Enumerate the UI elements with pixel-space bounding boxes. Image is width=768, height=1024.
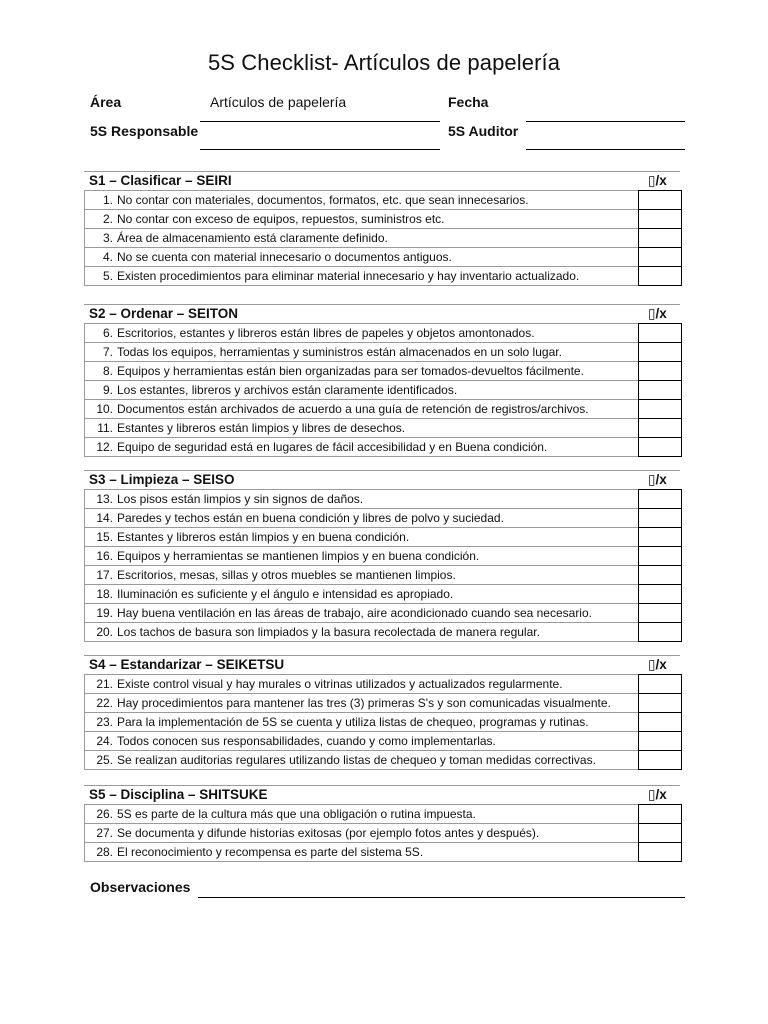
check-box[interactable] <box>638 209 682 229</box>
checklist-row <box>85 804 680 824</box>
area-value[interactable]: Artículos de papelería <box>210 94 347 110</box>
area-underline <box>200 121 440 122</box>
check-box[interactable] <box>638 804 682 824</box>
section-header <box>84 655 680 674</box>
item-number: 15. <box>96 530 113 544</box>
item-number: 4. <box>102 250 113 264</box>
section-header <box>84 171 680 190</box>
item-description: Se documenta y difunde historias exitosas (por ejemplo fotos antes y después). <box>117 826 540 840</box>
item-description: Escritorios, estantes y libreros están libres de papeles y objetos amontonados. <box>117 326 535 340</box>
check-mark-header <box>648 306 667 322</box>
checklist-item-text <box>85 381 639 399</box>
check-mark-label: /x <box>655 306 667 321</box>
check-box[interactable] <box>638 565 682 585</box>
responsable-label: 5S Responsable <box>90 123 199 139</box>
item-number: 12. <box>96 440 113 454</box>
checklist-row <box>85 419 680 438</box>
checklist-row <box>85 343 680 362</box>
item-number: 11. <box>97 421 113 435</box>
check-mark-label: /x <box>655 657 667 672</box>
checklist-row <box>85 751 680 770</box>
item-number: 27. <box>96 826 113 840</box>
fecha-label: Fecha <box>448 94 489 110</box>
check-box[interactable] <box>638 266 682 286</box>
section-items <box>84 323 680 457</box>
checklist-row <box>85 190 680 210</box>
checklist-row <box>85 229 680 248</box>
item-number: 24. <box>96 734 113 748</box>
checklist-row <box>85 267 680 286</box>
check-mark-label: /x <box>655 173 667 188</box>
item-number: 20. <box>96 625 113 639</box>
item-description: Paredes y techos están en buena condición y libres de polvo y suciedad. <box>117 511 504 525</box>
checklist-section <box>84 470 680 642</box>
check-box[interactable] <box>638 546 682 566</box>
checklist-item-text <box>85 400 639 418</box>
section-items <box>84 674 680 770</box>
check-mark-header <box>648 472 667 488</box>
checkbox-glyph-icon: ▯ <box>648 173 656 188</box>
checklist-item-text <box>85 843 639 861</box>
checklist-item-text <box>85 732 639 750</box>
checklist-item-text <box>85 604 639 622</box>
item-description: Equipo de seguridad está en lugares de fácil accesibilidad y en Buena condición. <box>117 440 548 454</box>
checklist-section <box>84 785 680 862</box>
checkbox-glyph-icon: ▯ <box>648 787 656 802</box>
checklist-section <box>84 304 680 457</box>
checklist-row <box>85 732 680 751</box>
item-description: Los pisos están limpios y sin signos de daños. <box>117 492 364 506</box>
checklist-item-text <box>85 210 639 228</box>
item-description: Existe control visual y hay murales o vitrinas utilizados y actualizados regularmente. <box>117 677 563 691</box>
section-items <box>84 804 680 862</box>
check-box[interactable] <box>638 247 682 267</box>
item-number: 17. <box>96 568 113 582</box>
item-description: Todas los equipos, herramientas y suministros están almacenados en un solo lugar. <box>117 345 562 359</box>
item-number: 8. <box>102 364 113 378</box>
item-description: Escritorios, mesas, sillas y otros muebles se mantienen limpios. <box>117 568 456 582</box>
section-title: S3 – Limpieza – SEISO <box>89 472 235 487</box>
check-box[interactable] <box>638 508 682 528</box>
checklist-row <box>85 713 680 732</box>
check-box[interactable] <box>638 190 682 210</box>
check-mark-label: /x <box>655 787 667 802</box>
item-description: Existen procedimientos para eliminar material innecesario y hay inventario actualizado. <box>117 269 580 283</box>
checklist-item-text <box>85 324 639 342</box>
item-number: 2. <box>102 212 113 226</box>
checklist-item-text <box>85 490 639 508</box>
section-header <box>84 785 680 804</box>
item-number: 18. <box>96 587 113 601</box>
checkbox-glyph-icon: ▯ <box>648 657 656 672</box>
item-description: Hay buena ventilación en las áreas de trabajo, aire acondicionado cuando sea necesario. <box>117 606 592 620</box>
checklist-row <box>85 362 680 381</box>
item-number: 19. <box>96 606 113 620</box>
check-box[interactable] <box>638 823 682 843</box>
item-description: Hay procedimientos para mantener las tres (3) primeras S's y son comunicadas visualmente. <box>117 696 611 710</box>
checklist-item-text <box>85 229 639 247</box>
checklist-row <box>85 509 680 528</box>
item-number: 6. <box>102 326 113 340</box>
check-box[interactable] <box>638 674 682 694</box>
check-box[interactable] <box>638 399 682 419</box>
checklist-section <box>84 171 680 286</box>
section-title: S4 – Estandarizar – SEIKETSU <box>89 657 285 672</box>
check-box[interactable] <box>638 361 682 381</box>
item-number: 7. <box>102 345 113 359</box>
observaciones-label: Observaciones <box>90 879 191 895</box>
checklist-item-text <box>85 248 639 266</box>
checklist-row <box>85 843 680 862</box>
item-description: Equipos y herramientas están bien organizadas para ser tomados-devueltos fácilmente. <box>117 364 584 378</box>
checklist-item-text <box>85 343 639 361</box>
area-label: Área <box>90 94 122 110</box>
checklist-row <box>85 400 680 419</box>
item-number: 3. <box>102 231 113 245</box>
observaciones-underline[interactable] <box>198 897 685 898</box>
responsable-underline <box>200 149 440 150</box>
checklist-row <box>85 323 680 343</box>
checklist-item-text <box>85 675 639 693</box>
item-number: 28. <box>96 845 113 859</box>
checklist-item-text <box>85 751 639 769</box>
check-box[interactable] <box>638 342 682 362</box>
item-number: 26. <box>96 807 113 821</box>
check-box[interactable] <box>638 622 682 642</box>
checklist-row <box>85 248 680 267</box>
checklist-item-text <box>85 713 639 731</box>
section-items <box>84 489 680 642</box>
checklist-item-text <box>85 547 639 565</box>
check-box[interactable] <box>638 380 682 400</box>
checklist-row <box>85 210 680 229</box>
page-title: 5S Checklist- Artículos de papelería <box>207 50 561 75</box>
item-description: No contar con materiales, documentos, formatos, etc. que sean innecesarios. <box>117 193 529 207</box>
item-number: 5. <box>102 269 113 283</box>
checklist-item-text <box>85 419 639 437</box>
check-box[interactable] <box>638 527 682 547</box>
item-description: Área de almacenamiento está claramente definido. <box>117 231 388 245</box>
checklist-row <box>85 547 680 566</box>
check-box[interactable] <box>638 712 682 732</box>
item-description: Los tachos de basura son limpiados y la basura recolectada de manera regular. <box>117 625 540 639</box>
check-box[interactable] <box>638 842 682 862</box>
item-number: 22. <box>96 696 113 710</box>
item-description: El reconocimiento y recompensa es parte del sistema 5S. <box>117 845 424 859</box>
checklist-item-text <box>85 509 639 527</box>
item-description: Estantes y libreros están limpios y en buena condición. <box>117 530 410 544</box>
checklist-row <box>85 623 680 642</box>
check-mark-header <box>648 657 667 673</box>
check-mark-header <box>648 787 667 803</box>
section-title: S2 – Ordenar – SEITON <box>89 306 239 321</box>
checklist-item-text <box>85 438 639 456</box>
check-mark-label: /x <box>655 472 667 487</box>
checklist-item-text <box>85 623 639 641</box>
checklist-item-text <box>85 805 639 823</box>
checklist-row <box>85 694 680 713</box>
check-box[interactable] <box>638 584 682 604</box>
checkbox-glyph-icon: ▯ <box>648 472 656 487</box>
item-description: Los estantes, libreros y archivos están claramente identificados. <box>117 383 458 397</box>
item-number: 16. <box>96 549 113 563</box>
item-description: Para la implementación de 5S se cuenta y utiliza listas de chequeo, programas y rutinas. <box>117 715 589 729</box>
item-number: 13. <box>96 492 113 506</box>
section-title: S5 – Disciplina – SHITSUKE <box>89 787 268 802</box>
check-mark-header <box>648 173 667 189</box>
check-box[interactable] <box>638 731 682 751</box>
checklist-section <box>84 655 680 770</box>
section-header <box>84 470 680 489</box>
item-description: Estantes y libreros están limpios y libres de desechos. <box>117 421 406 435</box>
item-description: Se realizan auditorias regulares utilizando listas de chequeo y toman medidas correctivas. <box>117 753 596 767</box>
item-description: No contar con exceso de equipos, repuestos, suministros etc. <box>117 212 445 226</box>
item-description: No se cuenta con material innecesario o documentos antiguos. <box>117 250 452 264</box>
checklist-row <box>85 585 680 604</box>
checklist-row <box>85 604 680 623</box>
check-box[interactable] <box>638 323 682 343</box>
check-box[interactable] <box>638 418 682 438</box>
checklist-item-text <box>85 824 639 842</box>
check-box[interactable] <box>638 437 682 457</box>
section-title: S1 – Clasificar – SEIRI <box>89 173 232 188</box>
item-description: Todos conocen sus responsabilidades, cuando y como implementarlas. <box>117 734 496 748</box>
checklist-item-text <box>85 528 639 546</box>
item-description: Documentos están archivados de acuerdo a una guía de retención de registros/archivos. <box>117 402 589 416</box>
item-number: 23. <box>96 715 113 729</box>
checklist-item-text <box>85 267 639 285</box>
check-box[interactable] <box>638 693 682 713</box>
checklist-row <box>85 566 680 585</box>
check-box[interactable] <box>638 750 682 770</box>
checklist-row <box>85 674 680 694</box>
checkbox-glyph-icon: ▯ <box>648 306 656 321</box>
section-header <box>84 304 680 323</box>
item-description: Iluminación es suficiente y el ángulo e intensidad es apropiado. <box>117 587 454 601</box>
item-number: 10. <box>96 402 113 416</box>
item-number: 14. <box>96 511 113 525</box>
check-box[interactable] <box>638 228 682 248</box>
auditor-underline <box>526 149 685 150</box>
item-number: 21. <box>96 677 113 691</box>
checklist-row <box>85 438 680 457</box>
checklist-row <box>85 824 680 843</box>
checklist-item-text <box>85 191 639 209</box>
auditor-label: 5S Auditor <box>448 123 519 139</box>
checklist-row <box>85 528 680 547</box>
item-number: 9. <box>102 383 113 397</box>
item-description: Equipos y herramientas se mantienen limpios y en buena condición. <box>117 549 480 563</box>
checklist-item-text <box>85 566 639 584</box>
fecha-underline <box>526 121 685 122</box>
section-items <box>84 190 680 286</box>
item-number: 25. <box>96 753 113 767</box>
checklist-item-text <box>85 362 639 380</box>
check-box[interactable] <box>638 603 682 623</box>
checklist-item-text <box>85 694 639 712</box>
checklist-item-text <box>85 585 639 603</box>
item-description: 5S es parte de la cultura más que una obligación o rutina impuesta. <box>117 807 476 821</box>
check-box[interactable] <box>638 489 682 509</box>
checklist-row <box>85 489 680 509</box>
item-number: 1. <box>102 193 113 207</box>
checklist-row <box>85 381 680 400</box>
